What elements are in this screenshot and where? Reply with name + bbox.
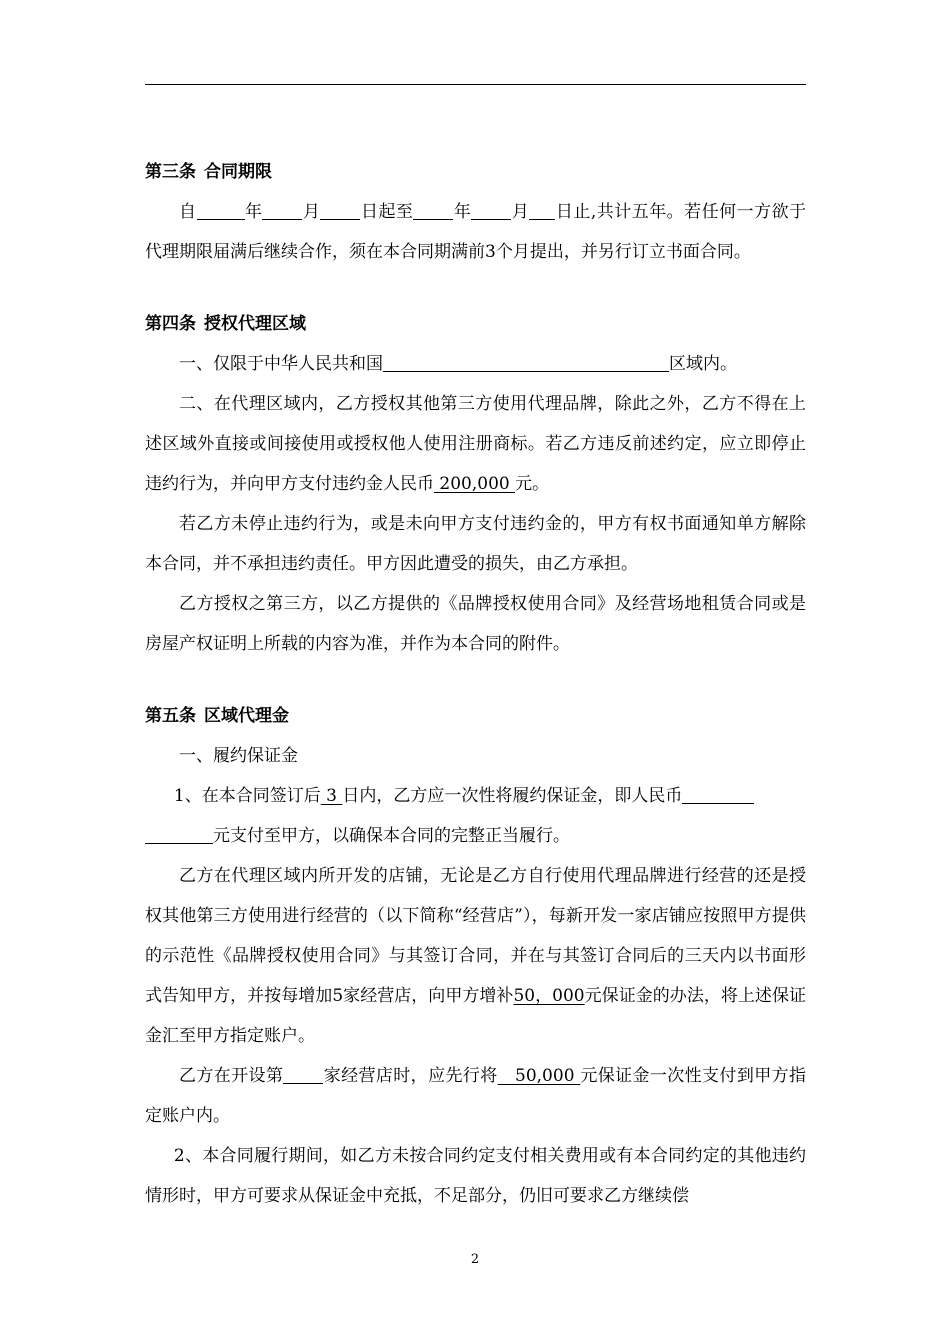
deposit-days: 3 (320, 786, 343, 806)
increment-deposit-amount: 50，000 (513, 986, 585, 1006)
article-3-title: 合同期限 (204, 162, 272, 182)
store-deposit-amount: 50,000 (497, 1066, 581, 1086)
text-segment: 元。 (515, 474, 550, 494)
text-segment: 日止,共计五年。若任何一方欲于代理期限届满后继续合作，须在本合同期满前3个月提出，并另行订立书面合同。 (145, 202, 807, 262)
blank-start-year (197, 202, 245, 220)
article-4-heading (145, 304, 806, 344)
text-segment: 一、仅限于中华人民共和国 (179, 354, 383, 374)
blank-region (383, 354, 669, 372)
blank-end-day (529, 202, 555, 220)
article-4-paragraph-4: 乙方授权之第三方，以乙方提供的《品牌授权使用合同》及经营场地租赁合同或是房屋产权证明上所载的内容为准，并作为本合同的附件。 (145, 594, 806, 654)
article-4-paragraph-3: 若乙方未停止违约行为，或是未向甲方支付违约金的，甲方有权书面通知单方解除本合同，并不承担违约责任。甲方因此遭受的损失，由乙方承担。 (145, 514, 806, 574)
text-segment: 元保证金一次性支付到甲方指定账户内。 (145, 1066, 806, 1126)
article-3-heading (145, 152, 806, 192)
text-segment: 元保证金的办法，将上述保证金汇至甲方指定账户。 (145, 986, 806, 1046)
blank-end-month (471, 202, 511, 220)
text-segment: 日起至 (360, 202, 414, 222)
blank-start-day (320, 202, 360, 220)
blank-end-year (413, 202, 453, 220)
article-3-number: 第三条 (145, 162, 196, 182)
text-segment: 区域内。 (669, 354, 737, 374)
article-5-paragraph-3 (145, 856, 806, 1056)
document-body (145, 152, 806, 1216)
article-4-paragraph-1 (145, 344, 806, 384)
text-segment: 家经营店时，应先行将 (323, 1066, 498, 1086)
article-5-heading (145, 696, 806, 736)
article-5-paragraph-4 (145, 1056, 806, 1136)
text-segment: 月 (511, 202, 530, 222)
article-5-paragraph-2 (145, 776, 806, 856)
text-segment: 年 (453, 202, 472, 222)
blank-deposit-amount-1 (682, 786, 754, 804)
text-segment: 二、在代理区域内，乙方授权其他第三方使用代理品牌，除此之外，乙方不得在上述区域外直接或间接使用或授权他人使用注册商标。若乙方违反前述约定，应立即停止违约行为，并向甲方支付违约金人民币 (145, 394, 806, 494)
text-segment: 自 (179, 202, 197, 222)
blank-store-count (283, 1066, 323, 1084)
article-4-title: 授权代理区域 (204, 314, 306, 334)
blank-deposit-amount-2 (145, 826, 213, 844)
text-segment: 年 (244, 202, 263, 222)
header-rule (145, 84, 806, 85)
blank-start-month (262, 202, 302, 220)
article-5-title: 区域代理金 (204, 706, 289, 726)
page-number: 2 (470, 1252, 480, 1267)
article-5-number: 第五条 (145, 706, 196, 726)
text-segment: 1、在本合同签订后 (173, 786, 321, 806)
article-5-paragraph-1: 一、履约保证金 (179, 746, 298, 766)
text-segment: 乙方在开设第 (179, 1066, 284, 1086)
article-4-number: 第四条 (145, 314, 196, 334)
article-4-paragraph-2 (145, 384, 806, 504)
article-5-paragraph-5: 2、本合同履行期间，如乙方未按合同约定支付相关费用或有本合同约定的其他违约情形时，甲方可要求从保证金中充抵，不足部分，仍旧可要求乙方继续偿 (145, 1146, 806, 1206)
text-segment: 日内，乙方应一次性将履约保证金，即人民币 (342, 786, 683, 806)
text-segment: 乙方在代理区域内所开发的店铺，无论是乙方自行使用代理品牌进行经营的还是授权其他第三方使用进行经营的（以下简称“经营店”），每新开发一家店铺应按照甲方提供的示范性《品牌授权使用合同》与其签订合同，并在与其签订合同后的三天内以书面形式告知甲方，并按每增加5家经营店，向甲方增补 (145, 866, 806, 1006)
article-3-paragraph-1 (145, 192, 806, 272)
text-segment: 月 (302, 202, 321, 222)
text-segment: 元支付至甲方，以确保本合同的完整正当履行。 (213, 826, 570, 846)
penalty-amount: 200,000 (434, 474, 516, 494)
